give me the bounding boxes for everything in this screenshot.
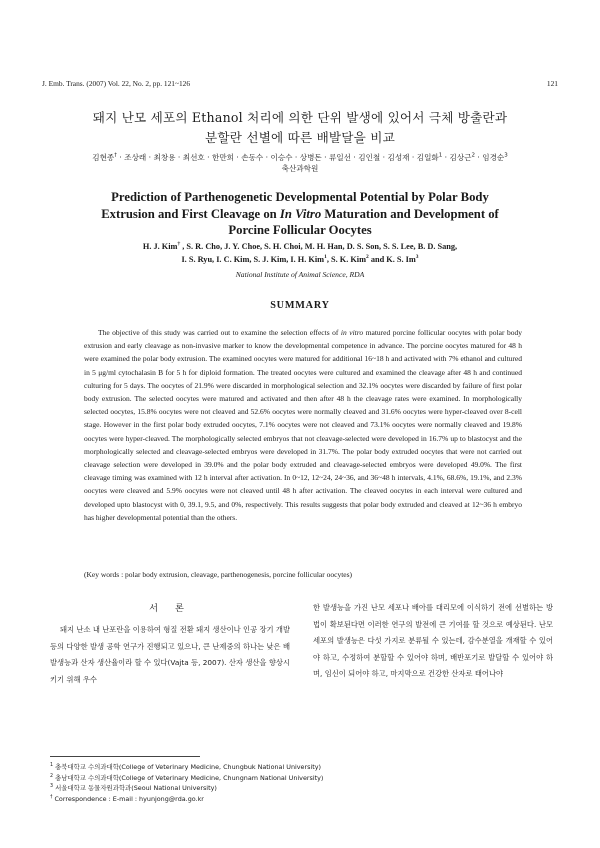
body-column-left (50, 600, 290, 688)
abstract-in-vitro: in vitro (340, 328, 364, 337)
korean-title-line-2: 분할란 선별에 따른 배발달을 비교 (205, 130, 395, 145)
abstract-part-2: matured porcine follicular oocytes with polar body extrusion and early cleavage as non-invasive marker to know the developmental competence in advance. The porcine oocytes matured for 48 h were examined the polar body extrusion. The examined oocytes were matured for additional 16~18 h and activated with 7% ethanol and cultured in 5 (84, 328, 522, 377)
body-column-right (313, 600, 553, 683)
introduction-paragraph-right: 한 발생능을 가진 난모 세포나 배아를 대리모에 이식하기 전에 선별하는 방법이 확보된다면 이러한 연구의 발전에 큰 기여를 할 것으로 예상된다. 난모 세포의 발생능은 다섯 가지로 분류될 수 있는데, 감수분열을 개재할 수 있어야 하고, 수정하여 분할할 수 있어야 하며, 배반포기로 발달할 수 있어야 하며, 임신이 되어야 하고, 마지막으로 건강한 산자로 태어나야 (313, 603, 553, 679)
korean-title (40, 108, 560, 148)
english-affiliation: National Institute of Animal Science, RDA (235, 270, 365, 279)
english-title-line-2 (40, 206, 560, 223)
english-author-ks-im: and K. S. Im (368, 255, 416, 265)
english-affil-mark-2: 2 (366, 254, 369, 261)
footnote-2 (50, 773, 550, 784)
korean-author-kim: · 김상근 (442, 153, 472, 162)
english-title-line-3: Porcine Follicular Oocytes (228, 223, 372, 237)
korean-affil-mark-2: 2 (471, 152, 475, 159)
footnote-3 (50, 783, 550, 794)
footnotes (50, 762, 550, 804)
english-affil-mark-1: 1 (324, 254, 327, 261)
korean-affil-mark-1: 1 (438, 152, 443, 159)
korean-title-line-1: 돼지 난모 세포의 Ethanol 처리에 의한 단위 발생에 있어서 극체 방출란과 (92, 110, 508, 125)
korean-affil-mark-3: 3 (504, 152, 508, 159)
footnote-rule (50, 756, 200, 757)
english-authors (40, 240, 560, 267)
introduction-heading: 서 론 (149, 603, 191, 614)
english-authors-list-1: , S. R. Cho, J. Y. Choe, S. H. Choi, M. H. Han, D. S. Son, S. S. Lee, B. D. Sang, (180, 242, 458, 251)
english-title-line-2-post: Maturation and Development of (321, 206, 499, 221)
english-author-sk-kim: , S. K. Kim (326, 255, 367, 265)
page-number: 121 (546, 79, 558, 88)
abstract-unit: μg/ml (98, 367, 117, 377)
footnote-1 (50, 762, 550, 773)
english-title (40, 189, 560, 239)
english-title-in-vitro: In Vitro (279, 206, 322, 221)
journal-citation: J. Emb. Trans. (2007) Vol. 22, No. 2, pp. 121~126 (42, 79, 191, 88)
korean-author-1: 김현종 (92, 153, 115, 162)
english-author-1: H. J. Kim (142, 242, 178, 251)
english-title-line-1: Prediction of Parthenogenetic Developmental Potential by Polar Body (111, 190, 489, 204)
footnote-mark: 1 (50, 762, 54, 768)
english-corresponding-mark: † (177, 241, 181, 248)
footnote-text: 충북대학교 수의과대학(College of Veterinary Medicine, Chungbuk National University) (55, 763, 321, 771)
running-head (42, 79, 558, 91)
footnote-mark: 2 (50, 773, 54, 779)
keywords: (Key words : polar body extrusion, cleavage, parthenogenesis, porcine follicular oocytes) (84, 570, 353, 579)
english-authors-list-2: I. S. Ryu, I. C. Kim, S. J. Kim, I. H. Kim (181, 255, 325, 265)
footnote-correspondence (50, 794, 550, 805)
footnote-mark: 3 (50, 784, 54, 790)
english-authors-line-1 (40, 240, 560, 253)
footnote-text: 충남대학교 수의과대학(College of Veterinary Medicine, Chungnam National University) (55, 773, 324, 782)
summary-heading: SUMMARY (270, 300, 330, 311)
korean-authors-list: · 조상래 · 최창용 · 최선호 · 한만희 · 손동수 · 이승수 · 상병돈 · 류일선 · 김인철 · 김성재 · 김일화 (117, 153, 439, 162)
footnote-text: Correspondence : E-mail : hyunjong@rda.go.kr (54, 794, 204, 803)
footnote-text: 서울대학교 동물자원과학과(Seoul National University) (55, 784, 217, 793)
english-affil-mark-3: 3 (415, 254, 419, 261)
footnote-mark: † (50, 794, 53, 800)
abstract-paragraph (84, 326, 522, 524)
abstract (84, 326, 522, 524)
korean-affiliation: 축산과학원 (281, 164, 319, 173)
english-title-line-2-pre: Extrusion and First Cleavage on (101, 206, 280, 221)
english-authors-line-2 (40, 253, 560, 266)
introduction-paragraph-left: 돼지 난소 내 난포란을 이용하여 형질 전환 돼지 생산이나 인공 장기 개발 등의 다양한 발생 공학 연구가 진행되고 있으나, 큰 난제중의 하나는 낮은 배발생능과 산자 생산율이라 할 수 있다(Vajta 등, 2007). 산자 생산을 향상시키기 위해 우수 (50, 625, 290, 684)
korean-corresponding-mark: † (114, 152, 118, 159)
korean-author-im: · 임경순 (475, 153, 505, 162)
abstract-part-1: The objective of this study was carried out to examine the selection effects of (98, 328, 341, 337)
abstract-part-3: cytochalasin B for 5 h for diploid formation. The treated oocytes were cultured and examined the cleavage after 48 h and continued culturing for 5 days. The oocytes of 21.9% were discarded in morphological selection and 32.1% oocytes were discarded by failure of first polar body extrusion. The selected oocytes were matured and activated and then after 48 h the cleavage rates were examined. In morphologically selected oocytes, 15.8% oocytes were not cleaved and 52.6% oocytes were normally cleaved and 31.6% oocytes were hyper-cleaved over 8-cell stage. However in the first polar body extruded oocytes, 7.1% oocytes were not cleaved and 73.1% oocytes were normally cleaved and 19.8% oocytes were hyper-cleaved. The morphologically selected embryos that not cleavage-selected were developed in 16.7% up to blastocyst and the morphologically selected and cleavage-selected embryos were developed in 31.7%. The polar body extruded oocytes that were not carried out cleavage selection were developed in 39.0% and the polar body extruded and cleavage-selected embryos were developed 49.0%. The first cleavage timing was examined with 12 h interval after activation. In 0~12, 12~24, 24~36, and 36~48 h intervals, 4.1%, 68.6%, 19.1%, and 2.3% oocytes were cleaved and 5.9% oocytes were not cleaved until 48 h after activation. The cleaved oocytes in each interval were cultured and developed upto blastocyst with 0, 39.1, 9.5, and 0%, respectively. This results suggests that polar body extruded and cleaved at 12~36 h embryo has higher developmental potential than the others. (84, 367, 522, 522)
